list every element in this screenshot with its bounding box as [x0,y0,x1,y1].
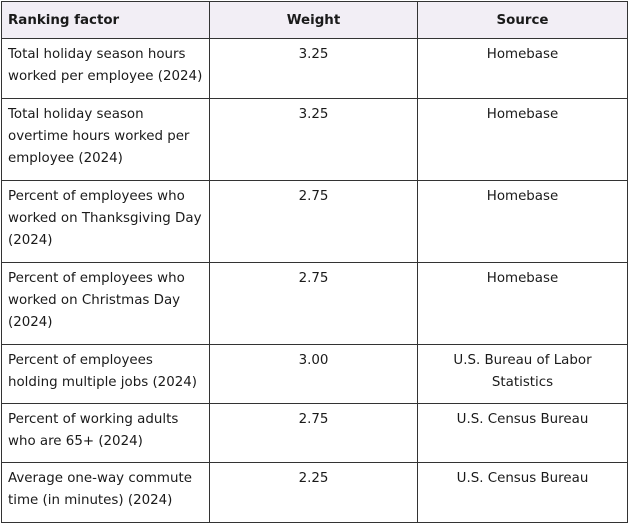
cell-source: Homebase [418,181,628,263]
table-row [2,263,628,345]
cell-ranking-factor: Total holiday season hours worked per employee (2024) [2,39,210,99]
cell-source: Homebase [418,263,628,345]
cell-weight: 3.00 [210,345,418,404]
cell-weight: 2.75 [210,181,418,263]
table-row [2,39,628,99]
table-row [2,181,628,263]
cell-weight: 3.25 [210,99,418,181]
cell-source: U.S. Census Bureau [418,404,628,463]
table-row [2,99,628,181]
table-row [2,345,628,404]
table-header-row [2,2,628,39]
cell-source: Homebase [418,99,628,181]
header-ranking-factor: Ranking factor [2,2,210,39]
cell-weight: 2.75 [210,263,418,345]
cell-ranking-factor: Total holiday season overtime hours worked per employee (2024) [2,99,210,181]
cell-ranking-factor: Percent of employees holding multiple jobs (2024) [2,345,210,404]
cell-weight: 2.25 [210,463,418,523]
cell-source: Homebase [418,39,628,99]
cell-ranking-factor: Percent of employees who worked on Thanksgiving Day (2024) [2,181,210,263]
cell-weight: 3.25 [210,39,418,99]
cell-source: U.S. Census Bureau [418,463,628,523]
cell-source: U.S. Bureau of Labor Statistics [418,345,628,404]
cell-weight: 2.75 [210,404,418,463]
cell-ranking-factor: Percent of working adults who are 65+ (2024) [2,404,210,463]
table-row [2,463,628,523]
header-source: Source [418,2,628,39]
ranking-factors-table [1,1,628,523]
header-weight: Weight [210,2,418,39]
cell-ranking-factor: Percent of employees who worked on Christmas Day (2024) [2,263,210,345]
cell-ranking-factor: Average one-way commute time (in minutes) (2024) [2,463,210,523]
table-row [2,404,628,463]
